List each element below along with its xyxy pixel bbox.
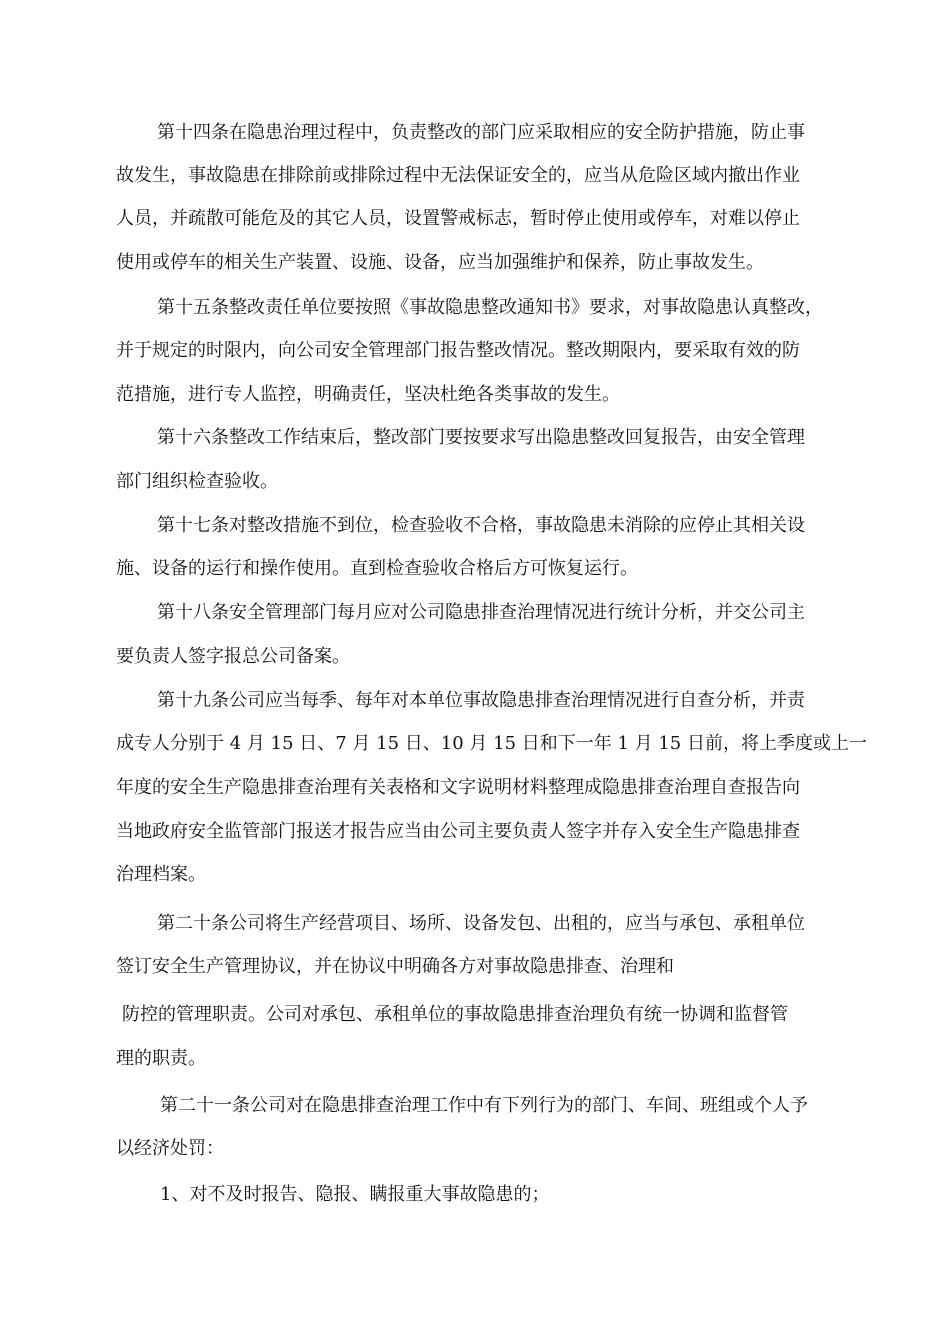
text-line: 第十四条在隐患治理过程中，负责整改的部门应采取相应的安全防护措施，防止事 xyxy=(157,122,805,143)
text-line: 理的职责。 xyxy=(116,1048,206,1069)
text-line: 第二十条公司将生产经营项目、场所、设备发包、出租的，应当与承包、承租单位 xyxy=(157,913,805,934)
text-line: 故发生，事故隐患在排除前或排除过程中无法保证安全的，应当从危险区域内撤出作业 xyxy=(116,165,800,186)
text-line: 范措施，进行专人监控，明确责任，坚决杜绝各类事故的发生。 xyxy=(116,384,620,405)
text-line: 1、对不及时报告、隐报、瞒报重大事故隐患的； xyxy=(160,1184,550,1205)
text-line: 第十八条安全管理部门每月应对公司隐患排查治理情况进行统计分析，并交公司主 xyxy=(157,602,805,623)
text-line: 成专人分别于 4 月 15 日、7 月 15 日、10 月 15 日和下一年 1 月 15 日前，将上季度或上一 xyxy=(116,733,867,754)
text-line: 并于规定的时限内，向公司安全管理部门报告整改情况。整改期限内，要采取有效的防 xyxy=(116,340,800,361)
text-line: 第二十一条公司对在隐患排查治理工作中有下列行为的部门、车间、班组或个人予 xyxy=(160,1095,808,1116)
text-line: 治理档案。 xyxy=(116,864,206,885)
text-line: 使用或停车的相关生产装置、设施、设备，应当加强维护和保养，防止事故发生。 xyxy=(116,252,764,273)
text-line: 年度的安全生产隐患排查治理有关表格和文字说明材料整理成隐患排查治理自查报告向 xyxy=(116,777,800,798)
text-line: 签订安全生产管理协议，并在协议中明确各方对事故隐患排查、治理和 xyxy=(116,956,674,977)
text-line: 第十五条整改责任单位要按照《事故隐患整改通知书》要求，对事故隐患认真整改， xyxy=(157,297,823,318)
text-line: 人员，并疏散可能危及的其它人员，设置警戒标志，暂时停止使用或停车，对难以停止 xyxy=(116,208,800,229)
text-line: 当地政府安全监管部门报送才报告应当由公司主要负责人签字并存入安全生产隐患排查 xyxy=(116,821,800,842)
text-line: 第十九条公司应当每季、每年对本单位事故隐患排查治理情况进行自查分析，并责 xyxy=(157,690,805,711)
text-line: 要负责人签字报总公司备案。 xyxy=(116,646,350,667)
text-line: 第十六条整改工作结束后，整改部门要按要求写出隐患整改回复报告，由安全管理 xyxy=(157,427,805,448)
text-line: 部门组织检查验收。 xyxy=(116,471,278,492)
text-line: 防控的管理职责。公司对承包、承租单位的事故隐患排查治理负有统一协调和监督管 xyxy=(122,1004,788,1025)
text-line: 第十七条对整改措施不到位，检查验收不合格，事故隐患未消除的应停止其相关设 xyxy=(157,515,805,536)
text-line: 施、设备的运行和操作使用。直到检查验收合格后方可恢复运行。 xyxy=(116,558,638,579)
text-line: 以经济处罚： xyxy=(116,1138,224,1159)
